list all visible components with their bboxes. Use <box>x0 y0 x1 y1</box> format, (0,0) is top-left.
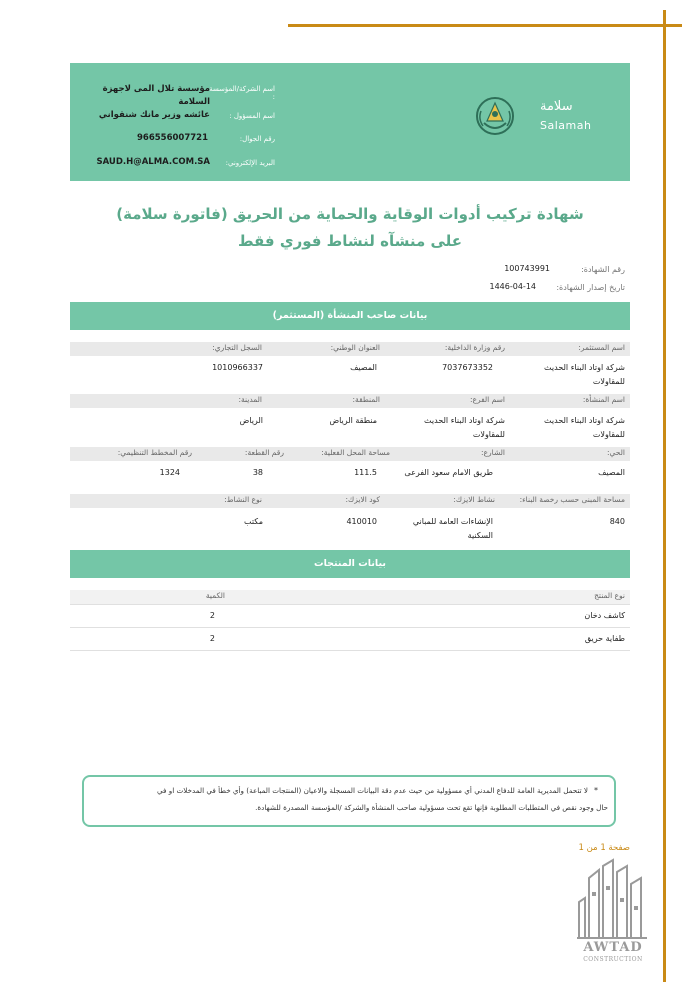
owner-label: المدينة: <box>238 395 262 404</box>
owner-label: اسم الفرع: <box>469 395 505 404</box>
owner-label: الشارع: <box>481 448 505 457</box>
owner-value: مكتب <box>244 517 263 526</box>
cert-number-value: 100743991 <box>504 264 550 273</box>
owner-label: مساحة المبنى حسب رخصة البناء: <box>519 495 625 504</box>
owner-value: الإنشاءات العامة للمباني السكنية <box>412 517 493 540</box>
owner-value: شركة اوتاد البناء الحديث للمقاولات <box>544 416 625 439</box>
owner-value: 1010966337 <box>212 363 263 372</box>
owner-value: الرياض <box>239 416 263 425</box>
owner-label: رقم وزارة الداخلية: <box>444 343 505 352</box>
products-col-type: نوع المنتج <box>594 591 625 600</box>
civil-defense-emblem-icon <box>472 93 518 139</box>
awtad-logo-subtext: CONSTRUCTION <box>583 956 643 963</box>
owner-value: منطقة الرياض <box>329 416 377 425</box>
owner-value: 410010 <box>346 517 377 526</box>
mobile-value: 966556007721 <box>137 133 208 143</box>
owner-label: كود الايزك: <box>345 495 380 504</box>
owner-value: 1324 <box>159 468 180 477</box>
owner-label: العنوان الوطني: <box>330 343 380 352</box>
disclaimer-box <box>82 775 616 827</box>
product-qty: 2 <box>209 611 215 620</box>
owner-label: رقم القطعة: <box>244 448 284 457</box>
disclaimer-star: * <box>594 786 598 795</box>
mobile-label: رقم الجوال: <box>239 135 275 143</box>
email-label: البريد الإلكتروني: <box>225 159 275 167</box>
owner-value: شركة اوتاد البناء الحديث للمقاولات <box>424 416 505 439</box>
owner-label: اسم المستثمر: <box>578 343 625 352</box>
awtad-logo-icon <box>571 858 653 942</box>
cert-date-label: تاريخ إصدار الشهادة: <box>556 283 625 292</box>
disclaimer-line1: لا تتحمل المديرية العامة للدفاع المدني أي مسؤولية من حيث عدم دقة البيانات المسجلة والاعيان (المنتجات المباعة) وأي خطأ في المدخلات او في <box>157 786 588 795</box>
cert-number-label: رقم الشهادة: <box>581 265 625 274</box>
cert-date-value: 1446-04-14 <box>489 282 536 291</box>
owner-label: رقم المخطط التنظيمي: <box>117 448 192 457</box>
owner-label: اسم المنشأة: <box>582 395 625 404</box>
company-label: اسم الشركة/المؤسسة : <box>209 85 275 101</box>
owner-value: 38 <box>252 468 263 477</box>
owner-value: 840 <box>609 517 625 526</box>
company-value: مؤسسة تلال المى لاجهزة السلامة <box>102 84 210 107</box>
page-number: صفحة 1 من 1 <box>578 843 630 853</box>
owner-value: المصيف <box>350 363 377 372</box>
certificate-title: شهادة تركيب أدوات الوقاية والحماية من الحريق (فاتورة سلامة) <box>116 205 584 223</box>
brand-name-en: Salamah <box>540 119 592 132</box>
email-value: SAUD.H@ALMA.COM.SA <box>96 157 210 167</box>
product-type: كاشف دخان <box>584 611 625 620</box>
awtad-logo-text: AWTAD <box>583 940 643 955</box>
owner-value: 111.5 <box>354 468 377 477</box>
products-section-title: بيانات المنتجات <box>70 550 630 578</box>
owner-value: شركة اوتاد البناء الحديث للمقاولات <box>544 363 625 386</box>
owner-label: نوع النشاط: <box>224 495 262 504</box>
product-qty: 2 <box>209 634 215 643</box>
header-band <box>70 63 630 181</box>
brand-name-ar: سلامة <box>540 99 573 114</box>
right-gold-line <box>663 10 666 982</box>
owner-label: مساحة المحل الفعلية: <box>321 448 390 457</box>
owner-value: طريق الامام سعود الفرعى <box>404 468 493 477</box>
owner-section-title: بيانات صاحب المنشأة (المستثمر) <box>70 302 630 330</box>
manager-label: اسم المسؤول : <box>229 112 275 120</box>
owner-label: الحي: <box>607 448 625 457</box>
product-type: طفاية حريق <box>584 634 625 643</box>
owner-label: السجل التجاري: <box>212 343 262 352</box>
disclaimer-line2: حال وجود نقص في المتطلبات المطلوبة فإنها تقع تحت مسؤولية صاحب المنشأة والشركة /المؤسسة المصدرة للشهادة. <box>255 803 608 812</box>
top-gold-line <box>288 24 682 27</box>
owner-label: المنطقة: <box>352 395 380 404</box>
certificate-subtitle: على منشآه لنشاط فوري فقط <box>237 232 463 250</box>
products-col-qty: الكمية <box>205 591 225 600</box>
owner-value: المصيف <box>598 468 625 477</box>
manager-value: عائشه وزير مانك شنقواني <box>98 110 210 120</box>
owner-value: 7037673352 <box>442 363 493 372</box>
owner-label: نشاط الايزك: <box>453 495 495 504</box>
